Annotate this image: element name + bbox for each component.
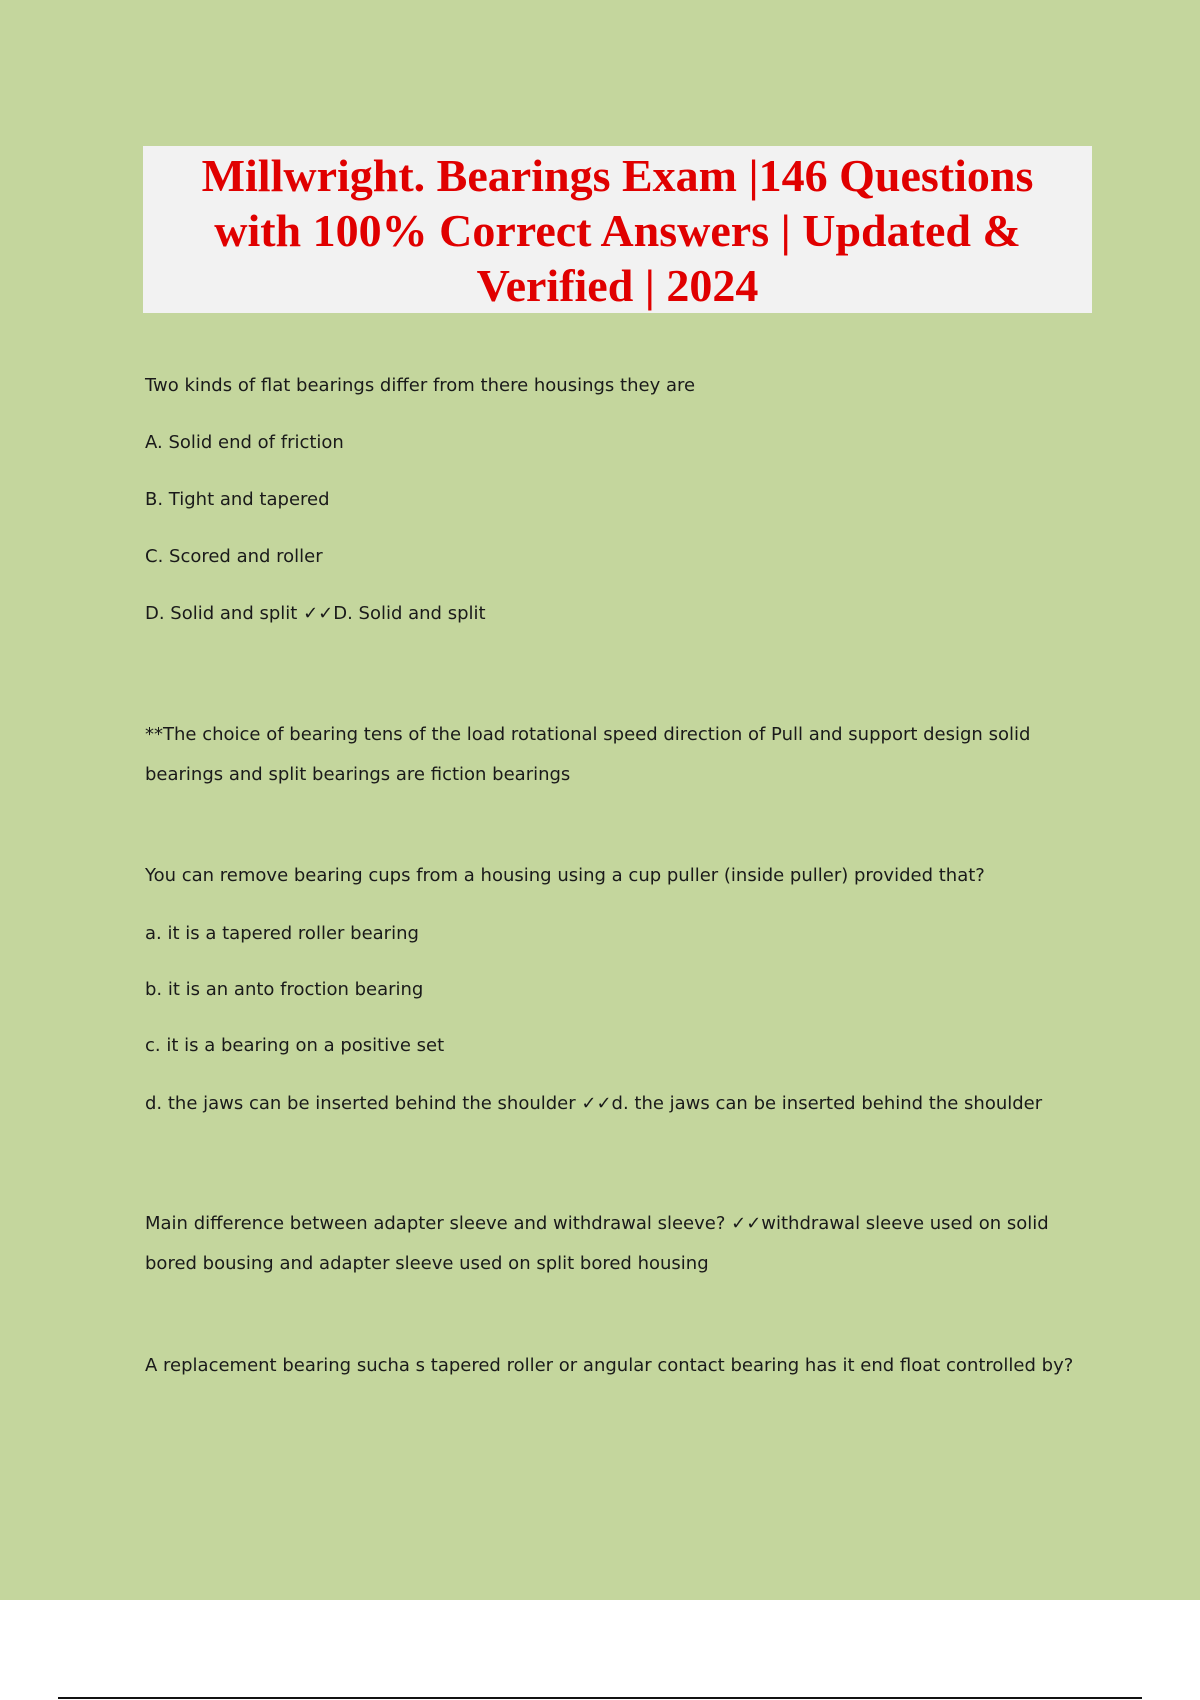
question-2-option-a: a. it is a tapered roller bearing <box>145 923 419 944</box>
question-1-option-d: D. Solid and split ✓✓D. Solid and split <box>145 603 486 624</box>
document-title: Millwright. Bearings Exam |146 Questions with 100% Correct Answers | Updated & Verified | 2024 <box>201 150 1034 311</box>
spacer <box>145 1284 1085 1352</box>
spacer <box>145 1147 1085 1204</box>
spacer <box>145 658 1085 715</box>
spacer <box>145 795 1085 862</box>
question-1-option-b: B. Tight and tapered <box>145 489 330 510</box>
title-banner <box>143 146 1092 313</box>
question-2-option-d: d. the jaws can be inserted behind the shoulder ✓✓d. the jaws can be inserted behind the shoulder <box>145 1093 1043 1114</box>
question-2-option-c: c. it is a bearing on a positive set <box>145 1035 445 1056</box>
question-4: A replacement bearing sucha s tapered roller or angular contact bearing has it end float controlled by? <box>145 1355 1074 1376</box>
question-1-option-c: C. Scored and roller <box>145 546 323 567</box>
note-1: **The choice of bearing tens of the load rotational speed direction of Pull and support design solid bearings and split bearings are fiction bearings <box>145 724 1031 785</box>
question-2: You can remove bearing cups from a housing using a cup puller (inside puller) provided that? <box>145 865 985 886</box>
document-body <box>145 372 1085 1409</box>
question-3: Main difference between adapter sleeve and withdrawal sleeve? ✓✓withdrawal sleeve used on solid bored bousing and adapter sleeve used on split bored housing <box>145 1213 1049 1274</box>
question-2-option-b: b. it is an anto froction bearing <box>145 979 424 1000</box>
footer-divider <box>58 1697 1142 1699</box>
question-1-option-a: A. Solid end of friction <box>145 432 344 453</box>
question-1: Two kinds of flat bearings differ from there housings they are <box>145 375 696 396</box>
